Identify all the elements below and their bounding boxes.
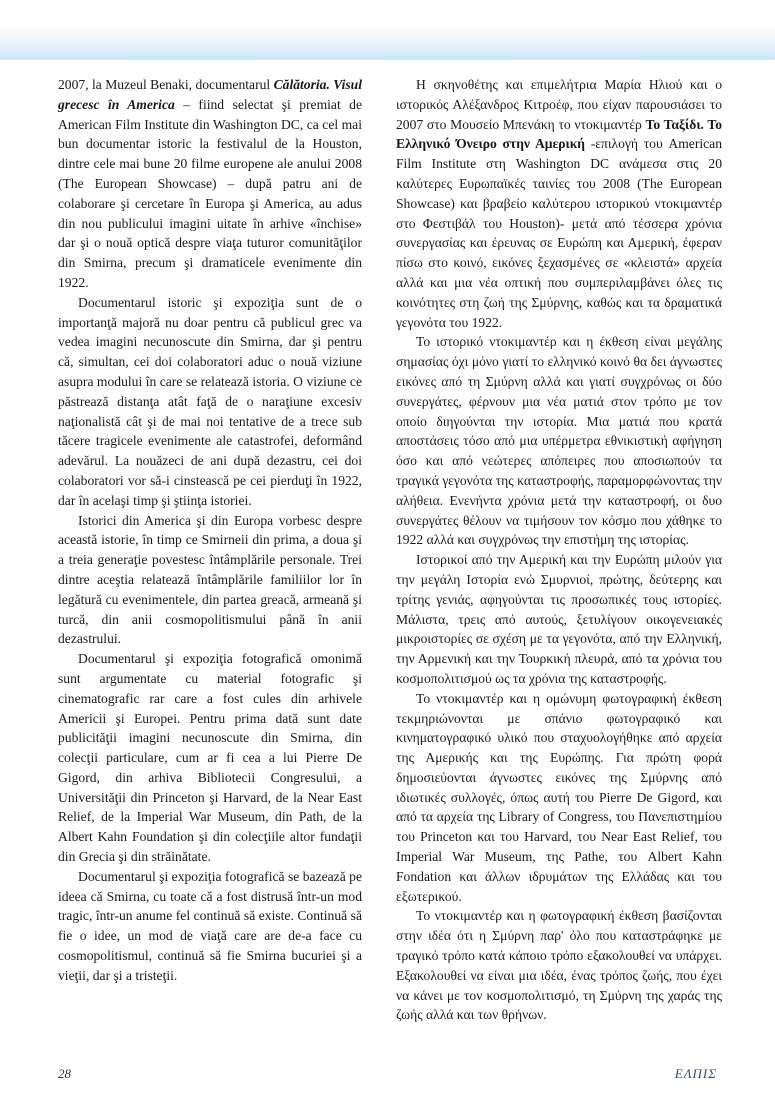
paragraph: 2007, la Muzeul Benaki, documentarul Călătoria. Visul grecesc în America – fiind selectat şi premiat de American Film Institute din Washington DC, ca cel mai bun documentar istoric la festivalul de la Houston, dintre cele mai bune 20 filme europene ale anului 2008 (The European Showcase) – după patru ani de colaborare şi cercetare în Europa şi America, au adus din nou publicului imagini uitate în arhive «închise» dar şi o nouă optică despre viaţa tuturor comunităţilor din Smirna, precum şi dramaticele evenimente din 1922. [58,77,362,290]
magazine-name: ΕΛΠΙΣ [674,1066,717,1081]
paragraph: Το ντοκιμαντέρ και η ομώνυμη φωτογραφική έκθεση τεκμηριώνονται με σπάνιο φωτογραφικό και κινηματογραφικό υλικό που σταχυολογήθηκε από αρχεία της Αμερικής και της Ευρώπης. Για πρώτη φορά δημοσιεύονται άγνωστες εικόνες της Σμύρνης από ιδιωτικές συλλογές, όπως αυτή του Pierre De Gigord, και από τα αρχεία της Library of Congress, του Πανεπιστημίου του Princeton και του Harvard, του Near East Relief, του Imperial War Museum, της Pathe, του Albert Kahn Fondation και άλλων ιδρυμάτων της Ελλάδας και του εξωτερικού. [396,690,722,904]
documentary-title: Călătoria. Visul grecesc în America [58,77,362,112]
paragraph: Το ντοκιμαντέρ και η φωτογραφική έκθεση βασίζονται στην ιδέα ότι η Σμύρνη παρ' όλο που καταστράφηκε με τραγικό τρόπο κατά κάποιο τρόπο εξακολουθεί να υπάρχει. Εξακολουθεί να είναι μια ιδέα, ένας τρόπος ζωής, που έχει να κάνει με τον κοσμοπολιτισμό, τη Σμύρνη της χαράς της ζωής αλλά και των θρήνων. [396,908,722,1023]
paragraph: Η σκηνοθέτης και επιμελήτρια Μαρία Ηλιού και ο ιστορικός Αλέξανδρος Κιτροέφ, που είχαν παρουσιάσει το 2007 στο Μουσείο Μπενάκη το ντοκιμαντέρ Το Ταξίδι. Το Ελληνικό Όνειρο στην Αμερική -επιλογή του American Film Institute στη Washington DC ανάμεσα στις 20 καλύτερες Ευρωπαϊκές ταινίες του 2008 (The European Showcase) και βραβείο καλύτερου ιστορικού ντοκιμαντέρ στο Φεστιβάλ του Houston)- μετά από τέσσερα χρόνια συνεργασίας και έρευνας σε Ευρώπη και Αμερική, έφεραν πίσω στο κοινό, εικόνες ξεχασμένες σε «κλειστά» αρχεία αλλά και μια νέα οπτική που συμπεριλαμβάνει όλες τις κοινότητες στη ζωή της Σμύρνης, καθώς και τα δραματικά γεγονότα του 1922. [396,77,722,330]
paragraph: Documentarul istoric şi expoziţia sunt de o importanţă majoră nu doar pentru că publicul grec va vedea imagini necunoscute din Smirna, dar şi pentru că, simultan, cei doi colaboratori aduc o nouă viziune asupra modului în care se relatează istoria. O viziune ce păstrează distanţa atât faţă de o naraţiune excesiv naţionalistă cât şi de mai noi tentative de a trece sub tăcere tragicele evenimente ale catastrofei, deformând adevărul. La nouăzeci de ani după dezastru, cei doi colaboratori vor să-i cinstească pe cei pierduţi în 1922, dar în acelaşi timp şi ştiinţa istoriei. [58,294,362,508]
romanian-column [58,75,362,986]
header-band [0,0,775,60]
greek-column [396,75,722,1025]
documentary-title: Το Ταξίδι. Το Ελληνικό Όνειρο στην Αμερική [396,116,722,152]
page-number: 28 [58,1066,71,1081]
paragraph: Ιστορικοί από την Αμερική και την Ευρώπη μιλούν για την μεγάλη Ιστορία ενώ Σμυρνιοί, πρώτης, δεύτερης και τρίτης γενιάς, αφηγούνται τις προσωπικές τους ιστορίες. Μάλιστα, τρεις από αυτούς, ξετυλίγουν οικογενειακές μικροιστορίες σε σχέση με τα γεγονότα, από την Ελληνική, την Αρμενική και την Τουρκική πλευρά, από τα χρόνια του κοσμοπολιτισμού ως τα χρόνια της καταστροφής. [396,552,722,686]
paragraph: Documentarul şi expoziţia fotografică se bazează pe ideea că Smirna, cu toate că a fost distrusă într-un mod tragic, într-un anume fel continuă să existe. Continuă să fie o idee, un mod de viaţă care are de-a face cu cosmopolitismul, continuă să fie Smirna bucuriei şi a vieţii, dar şi a tristeţii. [58,868,362,983]
paragraph: Documentarul şi expoziţia fotografică omonimă sunt argumentate cu material fotografic şi cinematografic rar care a fost cules din arhivele Americii şi Europei. Pentru prima dată sunt date publicităţii imagini necunoscute din Smirna, din colecţii particulare, cum ar fi cea a lui Pierre De Gigord, din arhiva Bibliotecii Congresului, a Universităţii din Princeton şi Harvard, de la Near East Relief, de la Imperial War Museum, din Path, de la Albert Kahn Foundation şi din colecţiile altor fundaţii din Grecia şi din străinătate. [58,651,362,865]
paragraph: Istorici din America şi din Europa vorbesc despre această istorie, în timp ce Smirneii din prima, a doua şi a treia generaţie povestesc întâmplările personale. Trei dintre aceştia relatează întâmplările familiilor lor în legătură cu evenimentele, din partea greacă, armeană şi turcă, din anii cosmopolitismului până în anii dezastrului. [58,512,362,647]
paragraph: Το ιστορικό ντοκιμαντέρ και η έκθεση είναι μεγάλης σημασίας όχι μόνο γιατί το ελληνικό κοινό θα δει άγνωστες εικόνες από τη Σμύρνη αλλά και γιατί συγχρόνως οι δύο συνεργάτες, φέρνουν μια νέα ματιά στον τρόπο με τον οποίο διηγούνται την ιστορία. Μια ματιά που κρατά αποστάσεις τόσο από μια υπέρμετρα εθνικιστική αφήγηση όσο και από νεώτερες απόπειρες που αποσιωπούν τα τραγικά γεγονότα της καταστροφής, παραμορφώνοντας την αλήθεια. Ενενήντα χρόνια μετά την καταστροφή, οι δυο συνεργάτες θέλουν να τιμήσουν τον κόσμο που χάθηκε το 1922 αλλά και συγχρόνως την επιστήμη της ιστορίας. [396,334,722,548]
